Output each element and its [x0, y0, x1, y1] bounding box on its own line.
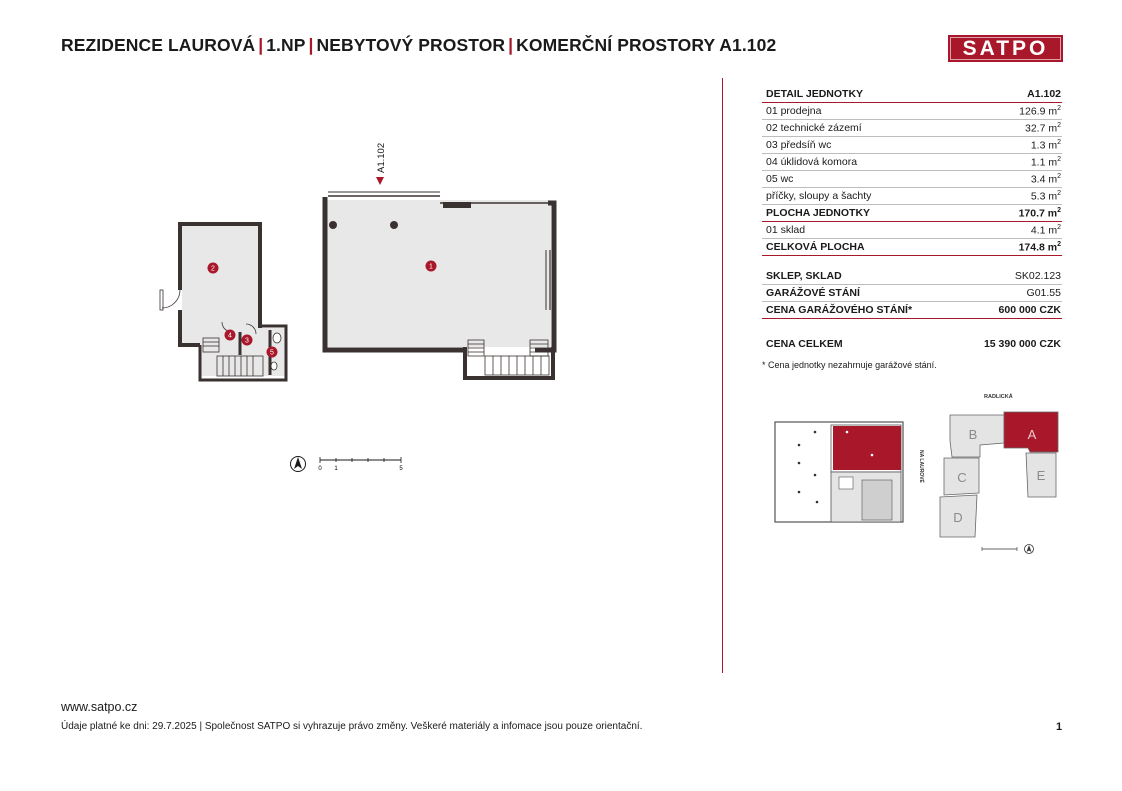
svg-text:4: 4 — [228, 332, 232, 340]
room-area: 3.4 $m^2$ — [1030, 172, 1061, 185]
column — [329, 221, 337, 229]
street-label-side: NA LAUROVÉ — [918, 450, 924, 483]
highlighted-unit — [833, 426, 901, 470]
room-row — [762, 188, 1062, 205]
room-area: 126.9 $m^2$ — [1019, 104, 1061, 117]
title-separator: | — [308, 35, 314, 55]
svg-text:B: B — [968, 427, 978, 442]
room-label: 01 prodejna — [766, 105, 822, 117]
unit-total-area: 170.7 $m^2$ — [1018, 206, 1061, 219]
building-d — [940, 495, 977, 537]
title-separator: | — [258, 35, 264, 55]
svg-text:5: 5 — [270, 349, 274, 357]
title-project: REZIDENCE LAUROVÁ — [61, 35, 256, 55]
grand-total-row — [762, 239, 1062, 256]
total-price-label: CENA CELKEM — [766, 338, 843, 350]
footer-website[interactable]: www.satpo.cz — [61, 700, 138, 714]
page-title — [61, 35, 776, 56]
scale-bar — [288, 452, 418, 476]
total-price-row — [762, 335, 1062, 352]
room-label: 05 wc — [766, 173, 794, 185]
svg-text:1: 1 — [429, 263, 433, 271]
svg-text:3: 3 — [245, 337, 249, 345]
detail-header-value: A1.102 — [1027, 88, 1061, 100]
street-label-top: RADLICKÁ — [984, 394, 1013, 400]
room-marker-3 — [242, 335, 253, 346]
north-arrow-icon — [291, 457, 306, 472]
room-row — [762, 171, 1062, 188]
footer-disclaimer: Údaje platné ke dni: 29.7.2025 | Společnost SATPO si vyhrazuje právo změny. Veškeré materiály a infomace jsou pouze orientační. — [61, 721, 643, 732]
room-area: 5.3 $m^2$ — [1030, 189, 1061, 202]
garage-value: G01.55 — [1026, 287, 1061, 299]
svg-text:E: E — [1036, 468, 1046, 483]
entrance-arrow-icon — [376, 177, 384, 185]
scale-tick-5: 5 — [399, 466, 403, 472]
svg-text:D: D — [953, 510, 963, 525]
storage-area: 4.1 $m^2$ — [1030, 223, 1061, 236]
building-b — [950, 415, 1004, 457]
unit-total-label: PLOCHA JEDNOTKY — [766, 207, 871, 219]
page-number: 1 — [1056, 721, 1063, 733]
building-a — [1004, 412, 1058, 452]
column-divider — [722, 78, 723, 673]
building-e — [1026, 453, 1056, 497]
title-type: NEBYTOVÝ PROSTOR — [316, 35, 506, 55]
room-row — [762, 103, 1062, 120]
room-row — [762, 137, 1062, 154]
grand-total-label: CELKOVÁ PLOCHA — [766, 241, 865, 253]
title-separator: | — [508, 35, 514, 55]
room-label: příčky, sloupy a šachty — [766, 190, 872, 202]
scale-tick-1: 1 — [334, 466, 338, 472]
total-price-value: 15 390 000 CZK — [983, 338, 1061, 350]
cellar-value: SK02.123 — [1014, 270, 1061, 282]
grand-total-area: 174.8 $m^2$ — [1018, 240, 1061, 253]
locator-scale — [982, 547, 1017, 551]
locator-map — [772, 385, 1072, 565]
svg-text:C: C — [957, 470, 967, 485]
scale-tick-0: 0 — [318, 466, 322, 472]
detail-header-row — [762, 86, 1062, 103]
title-unit: KOMERČNÍ PROSTORY A1.102 — [516, 35, 777, 55]
garage-price-label: CENA GARÁŽOVÉHO STÁNÍ* — [766, 304, 913, 316]
satpo-logo: SATPO — [948, 35, 1063, 62]
cellar-row — [762, 268, 1062, 285]
storage-label: 01 sklad — [766, 224, 806, 236]
room-1-floor — [327, 200, 551, 347]
floor-overview — [775, 422, 903, 522]
room-marker-5 — [267, 347, 278, 358]
column — [390, 221, 398, 229]
detail-header-label: DETAIL JEDNOTKY — [766, 88, 864, 100]
room-area: 1.1 $m^2$ — [1030, 155, 1061, 168]
unit-label: A1.102 — [376, 142, 387, 173]
cellar-label: SKLEP, SKLAD — [766, 270, 842, 282]
door — [160, 290, 163, 310]
storage-row — [762, 222, 1062, 239]
room-area: 1.3 $m^2$ — [1030, 138, 1061, 151]
locator-north-arrow-icon — [1025, 545, 1034, 554]
unit-total-row — [762, 205, 1062, 222]
price-note: * Cena jednotky nezahrnuje garážové stání. — [762, 360, 937, 370]
garage-label: GARÁŽOVÉ STÁNÍ — [766, 287, 860, 299]
room-marker-4 — [225, 330, 236, 341]
building-c — [944, 458, 979, 495]
room-row — [762, 120, 1062, 137]
room-label: 02 technické zázemí — [766, 122, 862, 134]
room-label: 03 předsíň wc — [766, 139, 832, 151]
svg-text:2: 2 — [211, 265, 215, 273]
room-area: 32.7 $m^2$ — [1024, 121, 1061, 134]
room-2-floor — [182, 226, 258, 343]
room-label: 04 úklidová komora — [766, 156, 858, 168]
toilet — [273, 333, 281, 343]
door-swing — [162, 290, 180, 308]
unit-detail-table — [762, 86, 1062, 352]
sink — [271, 362, 277, 370]
garage-price-value: 600 000 CZK — [998, 304, 1061, 316]
svg-text:A: A — [1027, 427, 1037, 442]
garage-price-row — [762, 302, 1062, 319]
garage-row — [762, 285, 1062, 302]
room-marker-2 — [208, 263, 219, 274]
floor-plan — [140, 140, 570, 390]
room-row — [762, 154, 1062, 171]
column — [443, 202, 471, 208]
room-marker-1 — [426, 261, 437, 272]
title-floor: 1.NP — [266, 35, 306, 55]
